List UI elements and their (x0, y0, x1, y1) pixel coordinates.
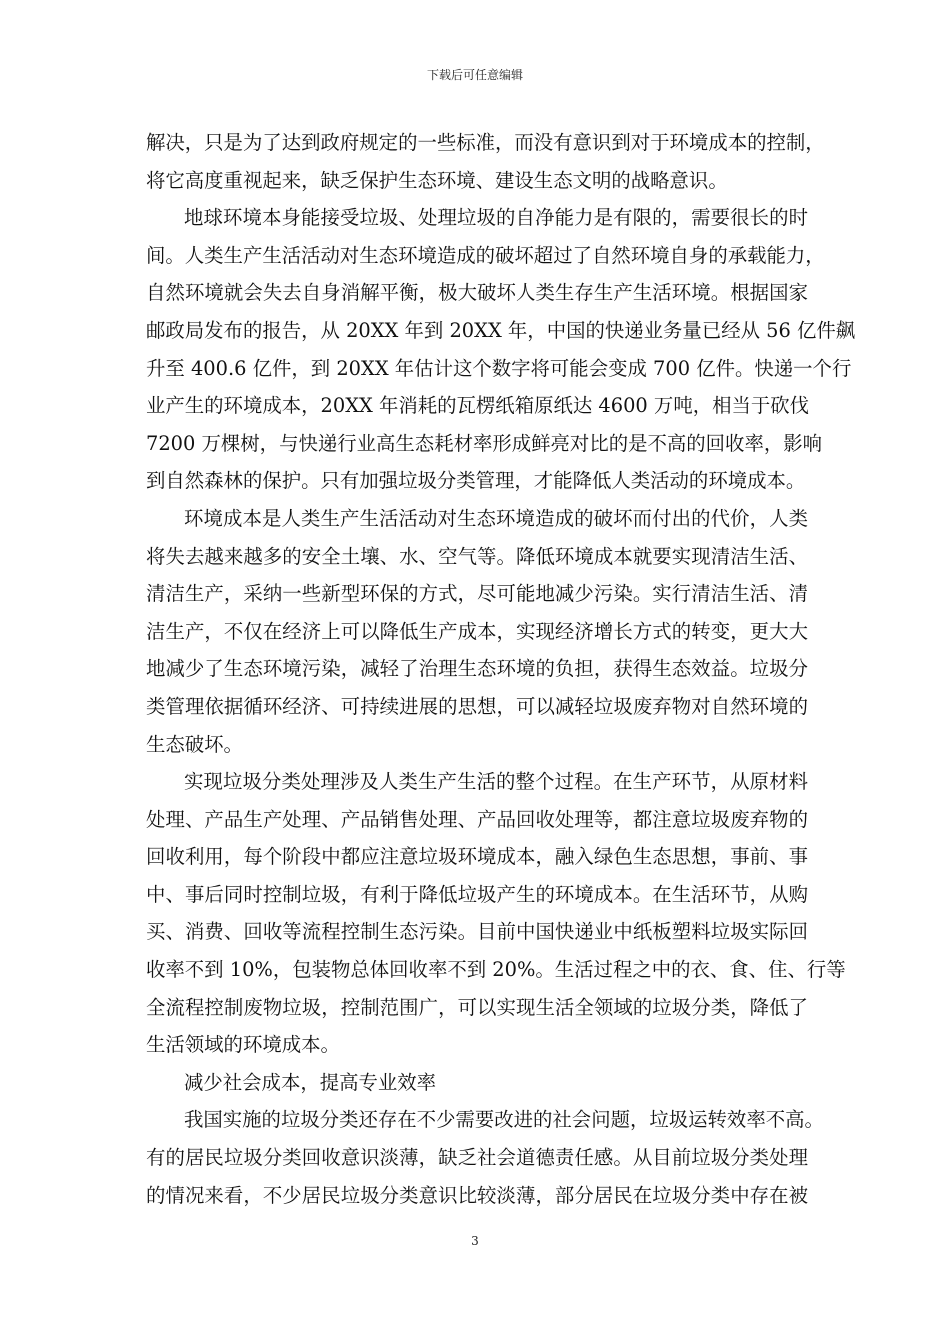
text-line: 的情况来看，不少居民垃圾分类意识比较淡薄，部分居民在垃圾分类中存在被 (146, 1183, 808, 1207)
text-line: 回收利用，每个阶段中都应注意垃圾环境成本，融入绿色生态思想，事前、事 (146, 845, 808, 869)
text-line: 生活领域的环境成本。 (146, 1033, 340, 1057)
text-line: 减少社会成本，提高专业效率 (184, 1070, 437, 1094)
text-line: 间。人类生产生活活动对生态环境造成的破坏超过了自然环境自身的承载能力， (146, 243, 825, 267)
text-line: 将失去越来越多的安全土壤、水、空气等。降低环境成本就要实现清洁生活、 (146, 544, 808, 568)
text-line: 收率不到 10%，包装物总体回收率不到 20%。生活过程之中的衣、食、住、行等 (146, 958, 846, 982)
text-line: 地球环境本身能接受垃圾、处理垃圾的自净能力是有限的，需要很长的时 (184, 206, 808, 230)
text-line: 全流程控制废物垃圾，控制范围广，可以实现生活全领域的垃圾分类，降低了 (146, 995, 808, 1019)
text-line: 生态破坏。 (146, 732, 243, 756)
document-body (146, 124, 856, 1214)
text-line: 清洁生产，采纳一些新型环保的方式，尽可能地减少污染。实行清洁生活、清 (146, 582, 808, 606)
page-header: 下载后可任意编辑 (426, 68, 523, 82)
text-line: 买、消费、回收等流程控制生态污染。目前中国快递业中纸板塑料垃圾实际回 (146, 920, 808, 944)
text-line: 中、事后同时控制垃圾，有利于降低垃圾产生的环境成本。在生活环节，从购 (146, 882, 808, 906)
text-line: 升至 400.6 亿件，到 20XX 年估计这个数字将可能会变成 700 亿件。快递一个行 (146, 356, 852, 380)
text-line: 将它高度重视起来，缺乏保护生态环境、建设生态文明的战略意识。 (146, 168, 728, 192)
text-line: 环境成本是人类生产生活活动对生态环境造成的破坏而付出的代价，人类 (184, 506, 808, 530)
text-line: 业产生的环境成本，20XX 年消耗的瓦楞纸箱原纸达 4600 万吨，相当于砍伐 (146, 394, 810, 418)
text-line: 解决，只是为了达到政府规定的一些标准，而没有意识到对于环境成本的控制， (146, 131, 825, 154)
text-line: 到自然森林的保护。只有加强垃圾分类管理，才能降低人类活动的环境成本。 (146, 469, 806, 493)
text-line: 自然环境就会失去自身消解平衡，极大破坏人类生存生产生活环境。根据国家 (146, 281, 808, 305)
text-line: 类管理依据循环经济、可持续进展的思想，可以减轻垃圾废弃物对自然环境的 (146, 694, 808, 718)
text-line: 有的居民垃圾分类回收意识淡薄，缺乏社会道德责任感。从目前垃圾分类处理 (146, 1146, 808, 1170)
page-number: 3 (471, 1234, 479, 1248)
text-line: 洁生产，不仅在经济上可以降低生产成本，实现经济增长方式的转变，更大大 (146, 619, 808, 643)
text-line: 处理、产品生产处理、产品销售处理、产品回收处理等，都注意垃圾废弃物的 (146, 807, 808, 831)
text-line: 7200 万棵树，与快递行业高生态耗材率形成鲜亮对比的是不高的回收率，影响 (146, 431, 823, 455)
text-line: 实现垃圾分类处理涉及人类生产生活的整个过程。在生产环节，从原材料 (184, 770, 808, 794)
text-line: 地减少了生态环境污染，减轻了治理生态环境的负担，获得生态效益。垃圾分 (146, 657, 808, 681)
text-line: 我国实施的垃圾分类还存在不少需要改进的社会问题，垃圾运转效率不高。 (184, 1108, 824, 1132)
text-line: 邮政局发布的报告，从 20XX 年到 20XX 年，中国的快递业务量已经从 56 亿件飙 (146, 318, 856, 342)
